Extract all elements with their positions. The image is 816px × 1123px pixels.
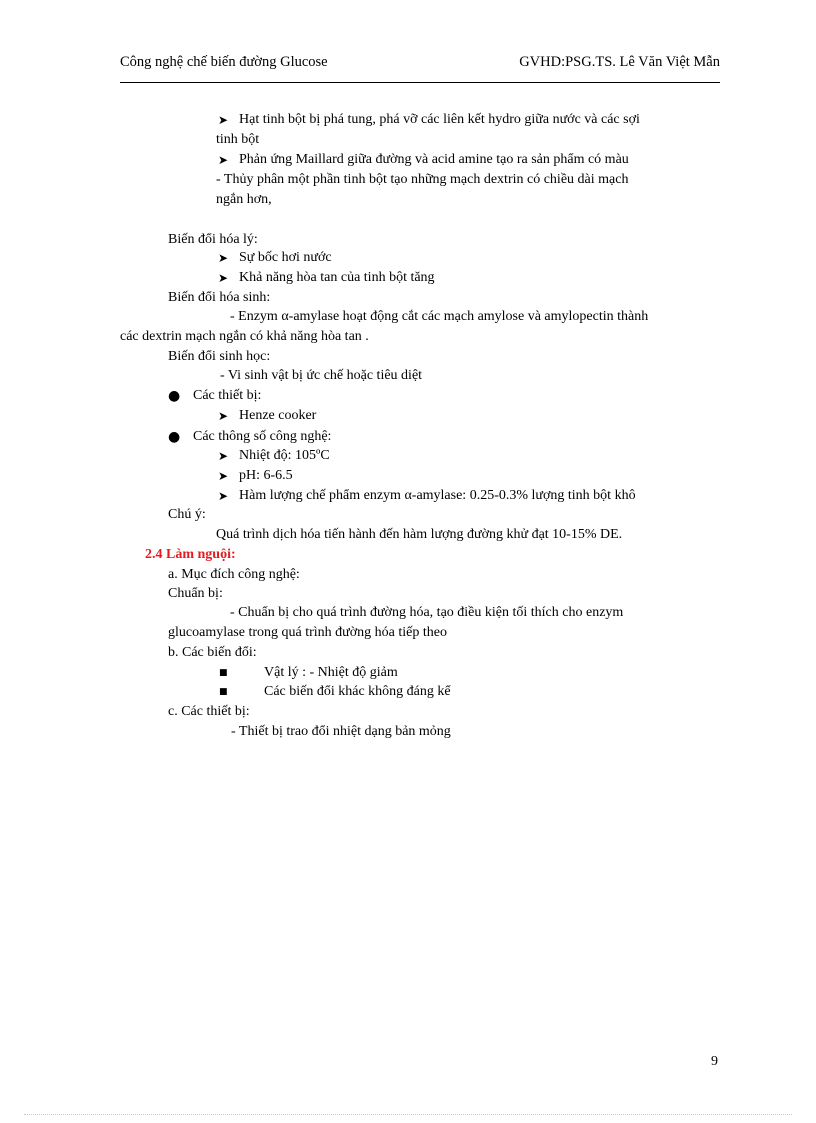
bullet-icon: ● <box>168 429 181 445</box>
text-line: Khả năng hòa tan của tinh bột tăng <box>239 270 435 285</box>
text-line: Vật lý : - Nhiệt độ giảm <box>264 665 398 680</box>
text-line: Quá trình dịch hóa tiến hành đến hàm lượng đường khử đạt 10-15% DE. <box>216 527 623 542</box>
section-label: Biến đổi hóa sinh: <box>168 290 271 305</box>
text-line: Phản ứng Maillard giữa đường và acid amine tạo ra sản phẩm có màu <box>239 152 629 167</box>
text-line: glucoamylase trong quá trình đường hóa tiếp theo <box>168 625 447 640</box>
text-line: pH: 6-6.5 <box>239 468 293 483</box>
section-heading: 2.4 Làm nguội: <box>145 547 236 562</box>
text-line: a. Mục đích công nghệ: <box>168 567 300 582</box>
section-label: Các thiết bị: <box>193 388 262 403</box>
page-number: 9 <box>711 1054 718 1069</box>
text-line: tinh bột <box>216 132 260 147</box>
text-line: - Thủy phân một phần tinh bột tạo những mạch dextrin có chiều dài mạch <box>216 172 629 187</box>
arrow-bullet-icon: ➤ <box>218 271 229 285</box>
section-label: Chuẩn bị: <box>168 586 223 601</box>
arrow-bullet-icon: ➤ <box>218 469 229 483</box>
text-line: Hàm lượng chế phẩm enzym α-amylase: 0.25-0.3% lượng tinh bột khô <box>239 488 636 503</box>
text-line: Hạt tinh bột bị phá tung, phá vỡ các liên kết hydro giữa nước và các sợi <box>239 112 640 127</box>
square-bullet-icon: ■ <box>219 668 228 678</box>
text-line: - Thiết bị trao đổi nhiệt dạng bản mỏng <box>231 724 451 739</box>
section-label: Các thông số công nghệ: <box>193 429 332 444</box>
text-line: - Enzym α-amylase hoạt động cắt các mạch amylose và amylopectin thành <box>230 309 649 324</box>
text-line: - Vi sinh vật bị ức chế hoặc tiêu diệt <box>220 368 423 383</box>
section-label: Biến đổi hóa lý: <box>168 232 258 247</box>
bullet-icon: ● <box>168 388 181 404</box>
section-label: b. Các biến đổi: <box>168 645 257 660</box>
text-line: Nhiệt độ: 105ºC <box>239 448 330 463</box>
section-label: Biến đổi sinh học: <box>168 349 271 364</box>
header-divider <box>120 82 720 83</box>
arrow-bullet-icon: ➤ <box>218 251 229 265</box>
text-line: Các biến đổi khác không đáng kể <box>264 684 451 699</box>
text-line: Henze cooker <box>239 408 317 423</box>
arrow-bullet-icon: ➤ <box>218 489 229 503</box>
text-line: ngắn hơn, <box>216 192 272 207</box>
header-right: GVHD:PSG.TS. Lê Văn Việt Mẫn <box>519 54 720 70</box>
header-left: Công nghệ chế biến đường Glucose <box>120 54 328 70</box>
text-line: - Chuẩn bị cho quá trình đường hóa, tạo điều kiện tối thích cho enzym <box>230 605 624 620</box>
section-label: Chú ý: <box>168 507 206 522</box>
section-label: c. Các thiết bị: <box>168 704 250 719</box>
arrow-bullet-icon: ➤ <box>218 153 229 167</box>
page-header <box>120 54 720 72</box>
arrow-bullet-icon: ➤ <box>218 409 229 423</box>
footer-divider <box>24 1114 792 1115</box>
text-line: các dextrin mạch ngắn có khả năng hòa tan . <box>120 329 369 344</box>
square-bullet-icon: ■ <box>219 687 228 697</box>
arrow-bullet-icon: ➤ <box>218 113 229 127</box>
text-line: Sự bốc hơi nước <box>239 250 332 265</box>
arrow-bullet-icon: ➤ <box>218 449 229 463</box>
